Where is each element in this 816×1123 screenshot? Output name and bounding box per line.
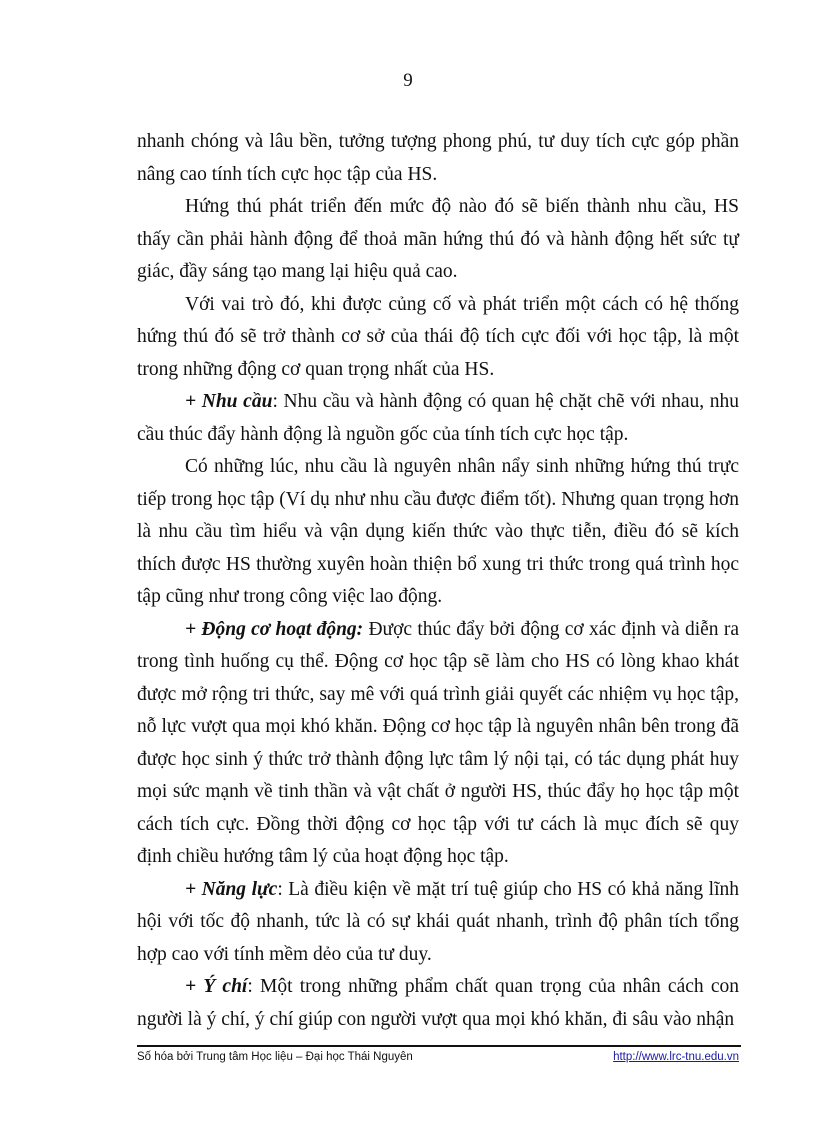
paragraph-text: Được thúc đẩy bởi động cơ xác định và diễn ra trong tình huống cụ thể. Động cơ học tập sẽ làm cho HS có lòng khao khát được mở rộng tri thức, say mê với quá trình giải quyết các nhiệm vụ học tập, nỗ lực vượt qua mọi khó khăn. Động cơ học tập là nguyên nhân bên trong đã được học sinh ý thức trở thành động lực tâm lý nội tại, có tác dụng phát huy mọi sức mạnh về tinh thần và vật chất ở người HS, thúc đẩy họ học tập một cách tích cực. Đồng thời động cơ học tập với tư cách là mục đích sẽ quy định chiều hướng tâm lý của hoạt động học tập. — [137, 618, 739, 867]
footer-link[interactable]: http://www.lrc-tnu.edu.vn — [613, 1051, 739, 1063]
paragraph-text: : Là điều kiện về mặt trí tuệ giúp cho HS có khả năng lĩnh hội với tốc độ nhanh, tức là có sự khái quát nhanh, trình độ phân tích tổng hợp cao với tính mềm dẻo của tư duy. — [137, 878, 739, 965]
paragraph-3 — [137, 289, 739, 387]
paragraph-lead: + Năng lực — [185, 878, 278, 900]
page-number: 9 — [403, 70, 413, 91]
paragraph-text: : Một trong những phẩm chất quan trọng của nhân cách con người là ý chí, ý chí giúp con người vượt qua mọi khó khăn, đi sâu vào nhận — [137, 976, 739, 1030]
footer-credit: Số hóa bởi Trung tâm Học liệu – Đại học Thái Nguyên — [137, 1051, 413, 1063]
paragraph-nhu-cau — [137, 386, 739, 451]
paragraph-text: Có những lúc, nhu cầu là nguyên nhân nẩy sinh những hứng thú trực tiếp trong học tập (Ví dụ như nhu cầu được điểm tốt). Nhưng quan trọng hơn là nhu cầu tìm hiểu và vận dụng kiến thức vào thực tiễn, điều đó sẽ kích thích được HS thường xuyên hoàn thiện bổ xung tri thức trong quá trình học tập cũng như trong công việc lao động. — [137, 456, 739, 607]
paragraph-nang-luc — [137, 874, 739, 972]
paragraph-5 — [137, 451, 739, 614]
paragraph-1 — [137, 126, 739, 191]
paragraph-dong-co — [137, 614, 739, 874]
footer-divider — [137, 1045, 741, 1047]
paragraph-text: : Nhu cầu và hành động có quan hệ chặt chẽ với nhau, nhu cầu thúc đẩy hành động là nguồn gốc của tính tích cực học tập. — [137, 391, 739, 445]
paragraph-lead: + Ý chí — [185, 976, 248, 997]
paragraph-y-chi — [137, 971, 739, 1036]
paragraph-lead: + Động cơ hoạt động: — [185, 618, 364, 640]
body-text — [137, 126, 739, 1036]
paragraph-text: nhanh chóng và lâu bền, tưởng tượng phong phú, tư duy tích cực góp phần nâng cao tính tích cực học tập của HS. — [137, 131, 739, 185]
paragraph-2 — [137, 191, 739, 289]
paragraph-lead: + Nhu cầu — [185, 391, 273, 412]
paragraph-text: Với vai trò đó, khi được củng cố và phát triển một cách có hệ thống hứng thú đó sẽ trở thành cơ sở của thái độ tích cực đối với học tập, là một trong những động cơ quan trọng nhất của HS. — [137, 293, 739, 380]
paragraph-text: Hứng thú phát triển đến mức độ nào đó sẽ biến thành nhu cầu, HS thấy cần phải hành động để thoả mãn hứng thú đó và hành động hết sức tự giác, đầy sáng tạo mang lại hiệu quả cao. — [137, 196, 739, 282]
